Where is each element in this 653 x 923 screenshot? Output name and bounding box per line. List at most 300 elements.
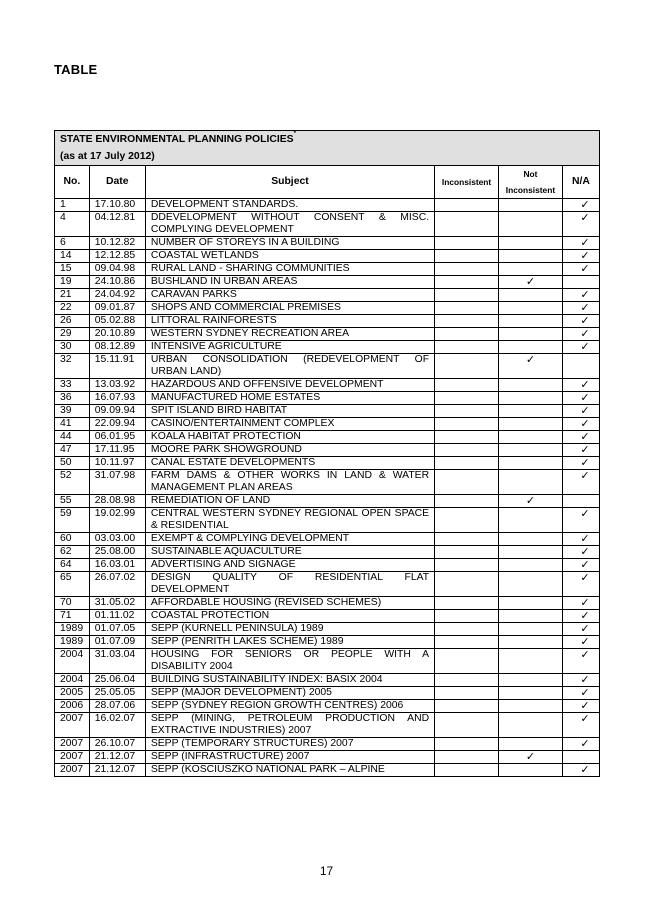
cell-no: 4 bbox=[55, 212, 90, 237]
cell-inconsistent bbox=[435, 572, 499, 597]
table-row bbox=[55, 354, 600, 379]
header-no: No. bbox=[55, 166, 90, 199]
cell-no: 19 bbox=[55, 276, 90, 289]
cell-not-inconsistent bbox=[499, 700, 563, 713]
page-heading: TABLE bbox=[54, 62, 98, 77]
table-row bbox=[55, 315, 600, 328]
cell-not-inconsistent bbox=[499, 354, 563, 379]
cell-na bbox=[562, 533, 599, 546]
column-header-row bbox=[55, 166, 600, 199]
cell-no: 71 bbox=[55, 610, 90, 623]
cell-subject: SEPP (KURNELL PENINSULA) 1989 bbox=[145, 623, 434, 636]
cell-date: 24.10.86 bbox=[89, 276, 145, 289]
cell-not-inconsistent bbox=[499, 199, 563, 212]
cell-not-inconsistent bbox=[499, 597, 563, 610]
checkmark-icon: ✓ bbox=[580, 263, 590, 275]
cell-inconsistent bbox=[435, 508, 499, 533]
cell-date: 12.12.85 bbox=[89, 250, 145, 263]
cell-subject: SEPP (PENRITH LAKES SCHEME) 1989 bbox=[145, 636, 434, 649]
cell-na bbox=[562, 418, 599, 431]
checkmark-icon: ✓ bbox=[580, 764, 590, 776]
cell-not-inconsistent bbox=[499, 341, 563, 354]
checkmark-icon: ✓ bbox=[525, 276, 536, 288]
cell-subject: HOUSING FOR SENIORS OR PEOPLE WITH A DISABILITY 2004 bbox=[145, 649, 434, 674]
table-row bbox=[55, 237, 600, 250]
cell-no: 2007 bbox=[55, 751, 90, 764]
cell-subject: SEPP (INFRASTRUCTURE) 2007 bbox=[145, 751, 434, 764]
cell-inconsistent bbox=[435, 559, 499, 572]
cell-not-inconsistent bbox=[499, 212, 563, 237]
cell-na bbox=[562, 495, 599, 508]
cell-na bbox=[562, 713, 599, 738]
cell-subject: WESTERN SYDNEY RECREATION AREA bbox=[145, 328, 434, 341]
cell-date: 24.04.92 bbox=[89, 289, 145, 302]
cell-not-inconsistent bbox=[499, 495, 563, 508]
cell-na bbox=[562, 431, 599, 444]
table-row bbox=[55, 610, 600, 623]
cell-inconsistent bbox=[435, 533, 499, 546]
cell-inconsistent bbox=[435, 546, 499, 559]
cell-date: 16.02.07 bbox=[89, 713, 145, 738]
cell-not-inconsistent bbox=[499, 276, 563, 289]
header-subject: Subject bbox=[145, 166, 434, 199]
cell-na bbox=[562, 405, 599, 418]
cell-not-inconsistent bbox=[499, 250, 563, 263]
cell-inconsistent bbox=[435, 250, 499, 263]
cell-no: 39 bbox=[55, 405, 90, 418]
cell-date: 13.03.92 bbox=[89, 379, 145, 392]
cell-na bbox=[562, 610, 599, 623]
cell-subject: MANUFACTURED HOME ESTATES bbox=[145, 392, 434, 405]
cell-no: 36 bbox=[55, 392, 90, 405]
cell-subject: SEPP (KOSCIUSZKO NATIONAL PARK – ALPINE bbox=[145, 764, 434, 777]
table-row bbox=[55, 751, 600, 764]
cell-na bbox=[562, 328, 599, 341]
cell-date: 16.07.93 bbox=[89, 392, 145, 405]
cell-not-inconsistent bbox=[499, 289, 563, 302]
cell-subject: REMEDIATION OF LAND bbox=[145, 495, 434, 508]
header-inconsistent: Inconsistent bbox=[435, 166, 499, 199]
cell-date: 08.12.89 bbox=[89, 341, 145, 354]
checkmark-icon: ✓ bbox=[580, 199, 590, 211]
cell-date: 17.10.80 bbox=[89, 199, 145, 212]
checkmark-icon: ✓ bbox=[580, 470, 590, 482]
checkmark-icon: ✓ bbox=[580, 444, 590, 456]
cell-subject: SEPP (TEMPORARY STRUCTURES) 2007 bbox=[145, 738, 434, 751]
cell-inconsistent bbox=[435, 470, 499, 495]
cell-na bbox=[562, 379, 599, 392]
cell-inconsistent bbox=[435, 674, 499, 687]
checkmark-icon: ✓ bbox=[580, 315, 590, 327]
cell-subject: SEPP (SYDNEY REGION GROWTH CENTRES) 2006 bbox=[145, 700, 434, 713]
cell-date: 09.04.98 bbox=[89, 263, 145, 276]
cell-inconsistent bbox=[435, 418, 499, 431]
checkmark-icon: ✓ bbox=[580, 379, 590, 391]
cell-no: 33 bbox=[55, 379, 90, 392]
cell-no: 14 bbox=[55, 250, 90, 263]
cell-subject: BUILDING SUSTAINABILITY INDEX: BASIX 2004 bbox=[145, 674, 434, 687]
cell-na bbox=[562, 354, 599, 379]
table-row bbox=[55, 674, 600, 687]
cell-not-inconsistent bbox=[499, 444, 563, 457]
cell-subject: LITTORAL RAINFORESTS bbox=[145, 315, 434, 328]
cell-not-inconsistent bbox=[499, 764, 563, 777]
cell-date: 01.11.02 bbox=[89, 610, 145, 623]
cell-subject: DDEVELOPMENT WITHOUT CONSENT & MISC. COMPLYING DEVELOPMENT bbox=[145, 212, 434, 237]
cell-no: 26 bbox=[55, 315, 90, 328]
cell-inconsistent bbox=[435, 649, 499, 674]
cell-inconsistent bbox=[435, 431, 499, 444]
table-row bbox=[55, 250, 600, 263]
cell-na bbox=[562, 444, 599, 457]
cell-no: 60 bbox=[55, 533, 90, 546]
cell-no: 59 bbox=[55, 508, 90, 533]
cell-no: 30 bbox=[55, 341, 90, 354]
table-row bbox=[55, 276, 600, 289]
cell-date: 31.07.98 bbox=[89, 470, 145, 495]
cell-subject: CASINO/ENTERTAINMENT COMPLEX bbox=[145, 418, 434, 431]
cell-not-inconsistent bbox=[499, 636, 563, 649]
cell-inconsistent bbox=[435, 751, 499, 764]
cell-no: 2007 bbox=[55, 764, 90, 777]
checkmark-icon: ✓ bbox=[580, 687, 590, 699]
cell-na bbox=[562, 302, 599, 315]
cell-not-inconsistent bbox=[499, 687, 563, 700]
cell-no: 52 bbox=[55, 470, 90, 495]
checkmark-icon: ✓ bbox=[525, 495, 536, 507]
cell-subject: ADVERTISING AND SIGNAGE bbox=[145, 559, 434, 572]
cell-date: 17.11.95 bbox=[89, 444, 145, 457]
cell-na bbox=[562, 687, 599, 700]
table-row bbox=[55, 597, 600, 610]
cell-no: 22 bbox=[55, 302, 90, 315]
cell-inconsistent bbox=[435, 457, 499, 470]
sepp-table bbox=[54, 130, 600, 777]
checkmark-icon: ✓ bbox=[525, 751, 536, 763]
checkmark-icon: ✓ bbox=[580, 341, 590, 353]
cell-date: 31.03.04 bbox=[89, 649, 145, 674]
cell-subject: SHOPS AND COMMERCIAL PREMISES bbox=[145, 302, 434, 315]
cell-inconsistent bbox=[435, 738, 499, 751]
cell-date: 04.12.81 bbox=[89, 212, 145, 237]
cell-no: 2007 bbox=[55, 713, 90, 738]
cell-date: 10.11.97 bbox=[89, 457, 145, 470]
cell-inconsistent bbox=[435, 289, 499, 302]
cell-na bbox=[562, 623, 599, 636]
cell-not-inconsistent bbox=[499, 470, 563, 495]
cell-na bbox=[562, 700, 599, 713]
cell-not-inconsistent bbox=[499, 263, 563, 276]
table-row bbox=[55, 572, 600, 597]
cell-na bbox=[562, 341, 599, 354]
table-row bbox=[55, 379, 600, 392]
cell-no: 64 bbox=[55, 559, 90, 572]
cell-not-inconsistent bbox=[499, 418, 563, 431]
header-date: Date bbox=[89, 166, 145, 199]
cell-date: 31.05.02 bbox=[89, 597, 145, 610]
cell-inconsistent bbox=[435, 610, 499, 623]
table-row bbox=[55, 431, 600, 444]
cell-date: 28.07.06 bbox=[89, 700, 145, 713]
table-row bbox=[55, 495, 600, 508]
cell-subject: URBAN CONSOLIDATION (REDEVELOPMENT OF URBAN LAND) bbox=[145, 354, 434, 379]
table-row bbox=[55, 470, 600, 495]
checkmark-icon: ✓ bbox=[580, 405, 590, 417]
cell-inconsistent bbox=[435, 700, 499, 713]
checkmark-icon: ✓ bbox=[580, 738, 590, 750]
checkmark-icon: ✓ bbox=[580, 457, 590, 469]
cell-subject: DESIGN QUALITY OF RESIDENTIAL FLAT DEVELOPMENT bbox=[145, 572, 434, 597]
cell-date: 10.12.82 bbox=[89, 237, 145, 250]
checkmark-icon: ✓ bbox=[525, 354, 536, 366]
cell-subject: CARAVAN PARKS bbox=[145, 289, 434, 302]
cell-na bbox=[562, 289, 599, 302]
table-title-cell bbox=[55, 131, 600, 166]
cell-subject: EXEMPT & COMPLYING DEVELOPMENT bbox=[145, 533, 434, 546]
table-subtitle: (as at 17 July 2012) bbox=[60, 151, 155, 162]
cell-subject: SEPP (MAJOR DEVELOPMENT) 2005 bbox=[145, 687, 434, 700]
cell-inconsistent bbox=[435, 687, 499, 700]
cell-no: 1 bbox=[55, 199, 90, 212]
table-row bbox=[55, 405, 600, 418]
cell-date: 25.05.05 bbox=[89, 687, 145, 700]
cell-inconsistent bbox=[435, 328, 499, 341]
cell-inconsistent bbox=[435, 341, 499, 354]
table-row bbox=[55, 199, 600, 212]
table-row bbox=[55, 418, 600, 431]
cell-na bbox=[562, 212, 599, 237]
title-footnote-marker: * bbox=[293, 131, 296, 137]
cell-no: 55 bbox=[55, 495, 90, 508]
cell-subject: AFFORDABLE HOUSING (REVISED SCHEMES) bbox=[145, 597, 434, 610]
cell-not-inconsistent bbox=[499, 751, 563, 764]
cell-na bbox=[562, 470, 599, 495]
checkmark-icon: ✓ bbox=[580, 431, 590, 443]
checkmark-icon: ✓ bbox=[580, 610, 590, 622]
cell-not-inconsistent bbox=[499, 405, 563, 418]
cell-inconsistent bbox=[435, 405, 499, 418]
cell-inconsistent bbox=[435, 597, 499, 610]
cell-date: 15.11.91 bbox=[89, 354, 145, 379]
header-na: N/A bbox=[562, 166, 599, 199]
checkmark-icon: ✓ bbox=[580, 713, 590, 725]
cell-na bbox=[562, 636, 599, 649]
cell-date: 20.10.89 bbox=[89, 328, 145, 341]
cell-date: 05.02.88 bbox=[89, 315, 145, 328]
cell-date: 16.03.01 bbox=[89, 559, 145, 572]
cell-not-inconsistent bbox=[499, 649, 563, 674]
cell-na bbox=[562, 250, 599, 263]
cell-subject: COASTAL PROTECTION bbox=[145, 610, 434, 623]
checkmark-icon: ✓ bbox=[580, 623, 590, 635]
cell-na bbox=[562, 315, 599, 328]
checkmark-icon: ✓ bbox=[580, 597, 590, 609]
cell-na bbox=[562, 559, 599, 572]
cell-no: 41 bbox=[55, 418, 90, 431]
cell-not-inconsistent bbox=[499, 328, 563, 341]
table-row bbox=[55, 263, 600, 276]
cell-no: 62 bbox=[55, 546, 90, 559]
cell-na bbox=[562, 751, 599, 764]
cell-subject: SPIT ISLAND BIRD HABITAT bbox=[145, 405, 434, 418]
table-row bbox=[55, 289, 600, 302]
cell-na bbox=[562, 649, 599, 674]
table-row bbox=[55, 508, 600, 533]
table-row bbox=[55, 328, 600, 341]
cell-inconsistent bbox=[435, 199, 499, 212]
cell-no: 50 bbox=[55, 457, 90, 470]
checkmark-icon: ✓ bbox=[580, 533, 590, 545]
cell-date: 26.07.02 bbox=[89, 572, 145, 597]
cell-inconsistent bbox=[435, 764, 499, 777]
table-body bbox=[55, 199, 600, 777]
cell-not-inconsistent bbox=[499, 674, 563, 687]
cell-na bbox=[562, 237, 599, 250]
cell-na bbox=[562, 674, 599, 687]
table-row bbox=[55, 546, 600, 559]
cell-subject: MOORE PARK SHOWGROUND bbox=[145, 444, 434, 457]
cell-no: 1989 bbox=[55, 623, 90, 636]
cell-no: 1989 bbox=[55, 636, 90, 649]
cell-not-inconsistent bbox=[499, 533, 563, 546]
table-row bbox=[55, 302, 600, 315]
cell-not-inconsistent bbox=[499, 431, 563, 444]
cell-na bbox=[562, 508, 599, 533]
checkmark-icon: ✓ bbox=[580, 674, 590, 686]
header-not-inconsistent: Not Inconsistent bbox=[499, 166, 563, 199]
cell-date: 26.10.07 bbox=[89, 738, 145, 751]
cell-not-inconsistent bbox=[499, 559, 563, 572]
cell-subject: HAZARDOUS AND OFFENSIVE DEVELOPMENT bbox=[145, 379, 434, 392]
cell-no: 70 bbox=[55, 597, 90, 610]
cell-na bbox=[562, 276, 599, 289]
cell-na bbox=[562, 392, 599, 405]
cell-inconsistent bbox=[435, 713, 499, 738]
checkmark-icon: ✓ bbox=[580, 328, 590, 340]
table-row bbox=[55, 764, 600, 777]
cell-subject: CANAL ESTATE DEVELOPMENTS bbox=[145, 457, 434, 470]
cell-no: 2004 bbox=[55, 649, 90, 674]
cell-date: 09.01.87 bbox=[89, 302, 145, 315]
checkmark-icon: ✓ bbox=[580, 289, 590, 301]
cell-date: 25.08.00 bbox=[89, 546, 145, 559]
checkmark-icon: ✓ bbox=[580, 572, 590, 584]
cell-inconsistent bbox=[435, 379, 499, 392]
table-row bbox=[55, 623, 600, 636]
cell-subject: SUSTAINABLE AQUACULTURE bbox=[145, 546, 434, 559]
cell-na bbox=[562, 457, 599, 470]
cell-inconsistent bbox=[435, 315, 499, 328]
cell-not-inconsistent bbox=[499, 508, 563, 533]
cell-subject: RURAL LAND - SHARING COMMUNITIES bbox=[145, 263, 434, 276]
cell-not-inconsistent bbox=[499, 610, 563, 623]
checkmark-icon: ✓ bbox=[580, 250, 590, 262]
page-number: 17 bbox=[319, 864, 334, 878]
checkmark-icon: ✓ bbox=[580, 546, 590, 558]
cell-subject: BUSHLAND IN URBAN AREAS bbox=[145, 276, 434, 289]
table-title: STATE ENVIRONMENTAL PLANNING POLICIES bbox=[60, 134, 294, 145]
cell-date: 06.01.95 bbox=[89, 431, 145, 444]
cell-date: 22.09.94 bbox=[89, 418, 145, 431]
table-row bbox=[55, 457, 600, 470]
cell-date: 03.03.00 bbox=[89, 533, 145, 546]
table-row bbox=[55, 341, 600, 354]
cell-date: 28.08.98 bbox=[89, 495, 145, 508]
cell-not-inconsistent bbox=[499, 738, 563, 751]
cell-inconsistent bbox=[435, 392, 499, 405]
checkmark-icon: ✓ bbox=[580, 559, 590, 571]
cell-no: 2004 bbox=[55, 674, 90, 687]
cell-no: 65 bbox=[55, 572, 90, 597]
cell-na bbox=[562, 738, 599, 751]
cell-no: 2006 bbox=[55, 700, 90, 713]
cell-inconsistent bbox=[435, 212, 499, 237]
checkmark-icon: ✓ bbox=[580, 700, 590, 712]
checkmark-icon: ✓ bbox=[580, 418, 590, 430]
cell-not-inconsistent bbox=[499, 713, 563, 738]
cell-inconsistent bbox=[435, 302, 499, 315]
cell-not-inconsistent bbox=[499, 392, 563, 405]
checkmark-icon: ✓ bbox=[580, 636, 590, 648]
cell-not-inconsistent bbox=[499, 302, 563, 315]
cell-no: 32 bbox=[55, 354, 90, 379]
table-row bbox=[55, 444, 600, 457]
checkmark-icon: ✓ bbox=[580, 508, 590, 520]
checkmark-icon: ✓ bbox=[580, 649, 590, 661]
cell-not-inconsistent bbox=[499, 237, 563, 250]
cell-not-inconsistent bbox=[499, 546, 563, 559]
cell-na bbox=[562, 263, 599, 276]
cell-not-inconsistent bbox=[499, 379, 563, 392]
cell-subject: DEVELOPMENT STANDARDS. bbox=[145, 199, 434, 212]
cell-na bbox=[562, 597, 599, 610]
cell-subject: NUMBER OF STOREYS IN A BUILDING bbox=[145, 237, 434, 250]
cell-inconsistent bbox=[435, 444, 499, 457]
checkmark-icon: ✓ bbox=[580, 237, 590, 249]
cell-na bbox=[562, 572, 599, 597]
table-row bbox=[55, 687, 600, 700]
cell-no: 2005 bbox=[55, 687, 90, 700]
cell-subject: KOALA HABITAT PROTECTION bbox=[145, 431, 434, 444]
checkmark-icon: ✓ bbox=[580, 392, 590, 404]
cell-inconsistent bbox=[435, 495, 499, 508]
cell-inconsistent bbox=[435, 237, 499, 250]
cell-no: 15 bbox=[55, 263, 90, 276]
cell-inconsistent bbox=[435, 354, 499, 379]
cell-date: 21.12.07 bbox=[89, 764, 145, 777]
cell-subject: FARM DAMS & OTHER WORKS IN LAND & WATER MANAGEMENT PLAN AREAS bbox=[145, 470, 434, 495]
table-row bbox=[55, 559, 600, 572]
table-row bbox=[55, 649, 600, 674]
table-row bbox=[55, 212, 600, 237]
cell-date: 25.06.04 bbox=[89, 674, 145, 687]
table-row bbox=[55, 392, 600, 405]
cell-date: 01.07.09 bbox=[89, 636, 145, 649]
checkmark-icon: ✓ bbox=[580, 302, 590, 314]
cell-subject: SEPP (MINING, PETROLEUM PRODUCTION AND EXTRACTIVE INDUSTRIES) 2007 bbox=[145, 713, 434, 738]
cell-date: 19.02.99 bbox=[89, 508, 145, 533]
cell-no: 21 bbox=[55, 289, 90, 302]
cell-not-inconsistent bbox=[499, 572, 563, 597]
cell-no: 44 bbox=[55, 431, 90, 444]
table-row bbox=[55, 533, 600, 546]
cell-na bbox=[562, 546, 599, 559]
cell-inconsistent bbox=[435, 276, 499, 289]
cell-na bbox=[562, 764, 599, 777]
cell-not-inconsistent bbox=[499, 457, 563, 470]
cell-no: 47 bbox=[55, 444, 90, 457]
cell-not-inconsistent bbox=[499, 623, 563, 636]
